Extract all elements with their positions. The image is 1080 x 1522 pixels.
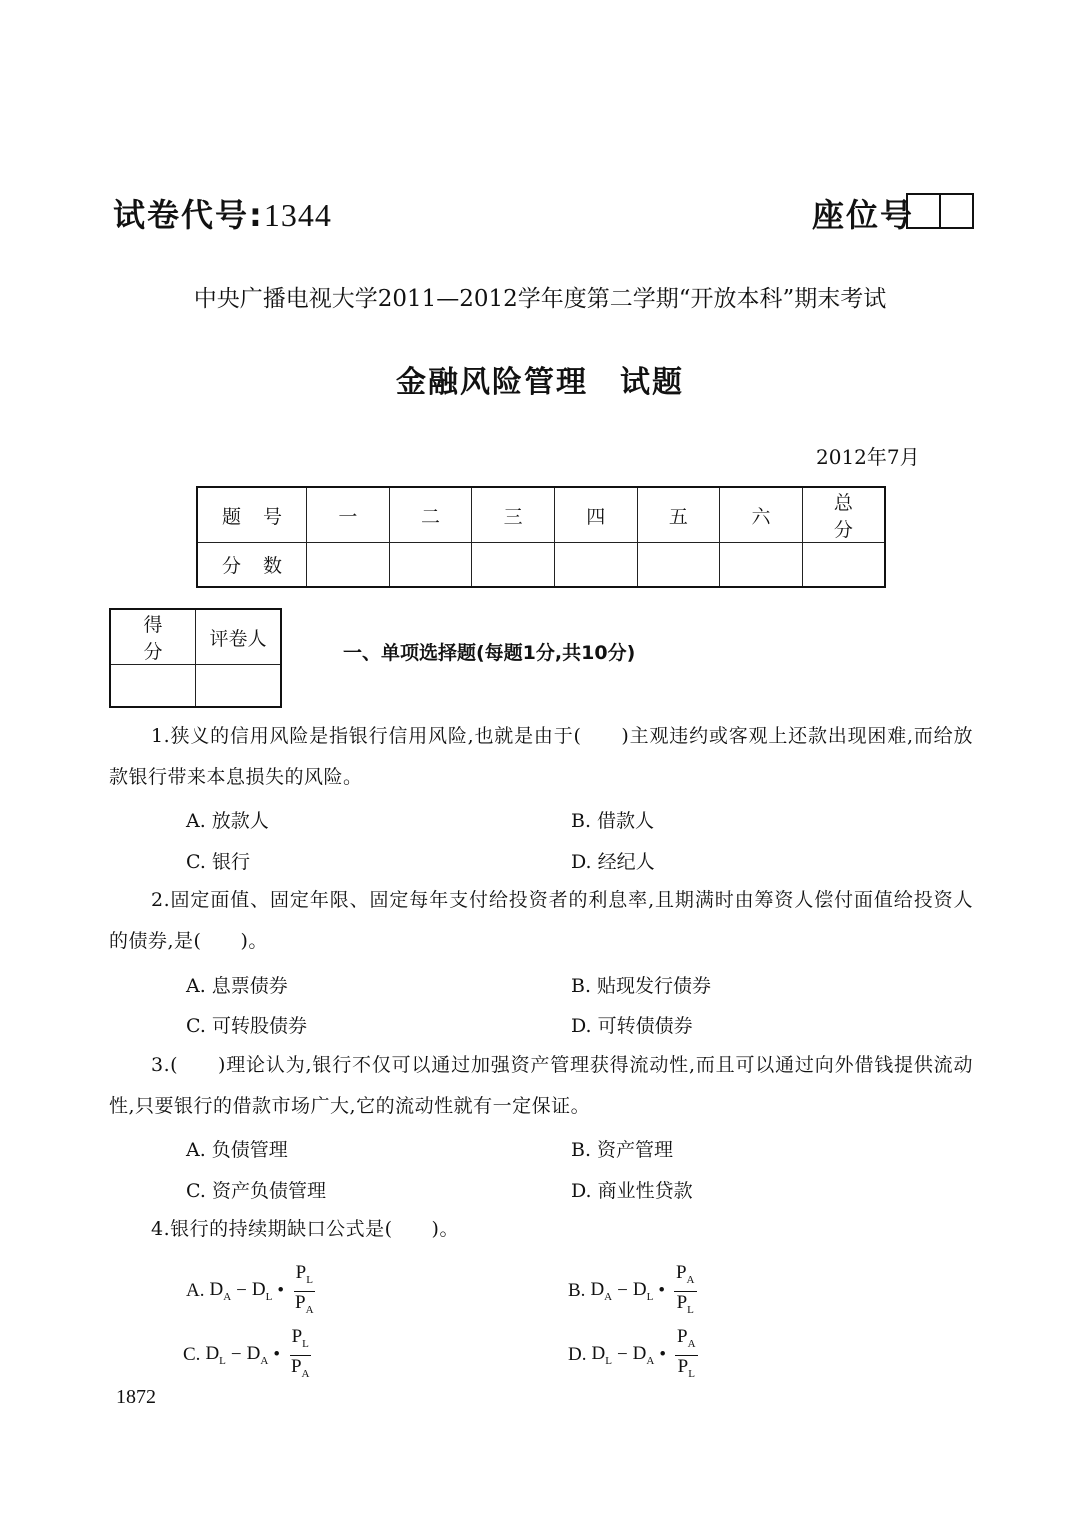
grader-name-cell xyxy=(196,665,282,708)
formula-denominator: P xyxy=(677,1355,689,1377)
grader-name-head: 评卷人 xyxy=(196,609,282,665)
question-option: D. 商业性贷款 xyxy=(571,1180,693,1202)
formula-dot: • xyxy=(658,1280,665,1302)
formula-numerator: P xyxy=(291,1326,303,1347)
paper-code xyxy=(113,190,332,236)
question-option: A. 负债管理 xyxy=(186,1139,288,1161)
option-letter: A. xyxy=(186,1280,205,1302)
formula-subscript: L xyxy=(265,1291,273,1304)
formula-dot: • xyxy=(273,1344,280,1366)
formula-numerator: P xyxy=(295,1262,307,1283)
formula-minus: − xyxy=(616,1344,628,1366)
score-table-row-head: 题号 xyxy=(197,487,307,543)
score-cell xyxy=(802,543,885,588)
formula-subscript: L xyxy=(687,1303,694,1316)
score-cell xyxy=(472,543,555,588)
grader-table xyxy=(109,608,282,708)
seat-number-cell xyxy=(908,195,939,227)
score-cell xyxy=(637,543,720,588)
score-table-column: 总分 xyxy=(802,487,885,543)
score-table-row-head: 分数 xyxy=(197,543,307,588)
formula-subscript: A xyxy=(305,1303,314,1316)
question-stem: 4.银行的持续期缺口公式是( )。 xyxy=(151,1218,459,1240)
formula-numerator: P xyxy=(677,1326,688,1347)
question-stem: 3.( )理论认为,银行不仅可以通过加强资产管理获得流动性,而且可以通过向外借钱提供流动性,只要银行的借款市场广大,它的流动性就有一定保证。 xyxy=(109,1054,973,1117)
formula-denominator: P xyxy=(290,1355,302,1377)
score-table-column: 六 xyxy=(720,487,803,543)
question-option: C. 资产负债管理 xyxy=(186,1180,326,1202)
formula-subscript: A xyxy=(646,1355,655,1368)
option-letter: C. xyxy=(183,1344,201,1366)
score-table xyxy=(196,486,886,588)
exam-date: 2012年7月 xyxy=(816,445,920,469)
exam-title: 金融风险管理 试题 xyxy=(396,365,684,400)
formula-subscript: L xyxy=(688,1367,695,1380)
formula-subscript: A xyxy=(301,1367,310,1380)
score-table-score-row xyxy=(197,543,885,588)
formula-term: D xyxy=(251,1279,266,1301)
score-cell xyxy=(554,543,637,588)
paper-code-label: 试卷代号: xyxy=(113,196,264,234)
formula-minus: − xyxy=(236,1280,247,1302)
option-letter: D. xyxy=(568,1344,587,1366)
formula-option xyxy=(186,1262,316,1321)
formula-term: D xyxy=(632,1343,647,1365)
seat-number-cell xyxy=(939,195,972,227)
school-exam-line: 中央广播电视大学2011—2012学年度第二学期“开放本科”期末考试 xyxy=(193,286,887,312)
formula-term: D xyxy=(205,1343,220,1365)
formula-numerator: P xyxy=(675,1262,687,1283)
formula-subscript: A xyxy=(223,1291,232,1304)
formula-option xyxy=(568,1326,698,1385)
formula-fraction xyxy=(293,1262,316,1321)
formula-subscript: A xyxy=(687,1337,696,1350)
formula-term: D xyxy=(209,1279,224,1301)
score-table-column: 五 xyxy=(637,487,720,543)
formula-fraction xyxy=(289,1326,312,1385)
formula-option xyxy=(568,1262,697,1321)
formula-subscript: L xyxy=(302,1337,309,1350)
section-title: 一、单项选择题(每题1分,共10分) xyxy=(343,642,636,664)
formula-subscript: L xyxy=(605,1355,612,1368)
option-letter: B. xyxy=(568,1280,586,1302)
formula-term: D xyxy=(590,1279,605,1301)
score-table-column: 二 xyxy=(389,487,472,543)
question-option: C. 可转股债券 xyxy=(186,1015,307,1037)
question-option: A. 息票债券 xyxy=(186,975,288,997)
formula-minus: − xyxy=(617,1280,628,1302)
score-table-column: 四 xyxy=(554,487,637,543)
grader-score-cell xyxy=(110,665,196,708)
question-stem: 1.狭义的信用风险是指银行信用风险,也就是由于( )主观违约或客观上还款出现困难,而给放款银行带来本息损失的风险。 xyxy=(109,725,973,788)
formula-fraction xyxy=(675,1326,698,1385)
question-stem: 2.固定面值、固定年限、固定每年支付给投资者的利息率,且期满时由筹资人偿付面值给投资人的债券,是( )。 xyxy=(109,889,973,952)
formula-dot: • xyxy=(277,1280,285,1302)
formula-subscript: A xyxy=(260,1355,269,1368)
formula-term: D xyxy=(632,1279,647,1301)
formula-term: D xyxy=(246,1343,261,1365)
seat-number-label: 座位号 xyxy=(812,196,915,234)
formula-subscript: L xyxy=(306,1273,313,1286)
formula-denominator: P xyxy=(295,1291,306,1313)
grader-score-head: 得分 xyxy=(110,609,196,665)
formula-option xyxy=(183,1326,312,1385)
question-option: B. 贴现发行债券 xyxy=(571,975,712,997)
formula-minus: − xyxy=(230,1344,242,1366)
score-cell xyxy=(389,543,472,588)
score-cell xyxy=(720,543,803,588)
question-option: A. 放款人 xyxy=(186,810,269,832)
seat-number-box xyxy=(906,193,974,229)
formula-term: D xyxy=(591,1343,606,1365)
score-table-column: 一 xyxy=(307,487,390,543)
question-option: D. 经纪人 xyxy=(571,851,655,873)
formula-subscript: L xyxy=(219,1355,226,1368)
formula-subscript: A xyxy=(604,1291,613,1304)
question-option: B. 借款人 xyxy=(571,810,655,832)
score-table-header-row xyxy=(197,487,885,543)
formula-subscript: A xyxy=(686,1273,695,1286)
paper-code-number: 1344 xyxy=(263,197,332,233)
formula-denominator: P xyxy=(676,1291,688,1313)
question-option: D. 可转债债券 xyxy=(571,1015,693,1037)
page-number: 1872 xyxy=(116,1386,156,1408)
formula-fraction xyxy=(674,1262,697,1321)
formula-dot: • xyxy=(659,1344,667,1366)
score-table-column: 三 xyxy=(472,487,555,543)
question-option: C. 银行 xyxy=(186,851,250,873)
formula-subscript: L xyxy=(646,1291,654,1304)
question-option: B. 资产管理 xyxy=(571,1139,674,1161)
score-cell xyxy=(307,543,390,588)
